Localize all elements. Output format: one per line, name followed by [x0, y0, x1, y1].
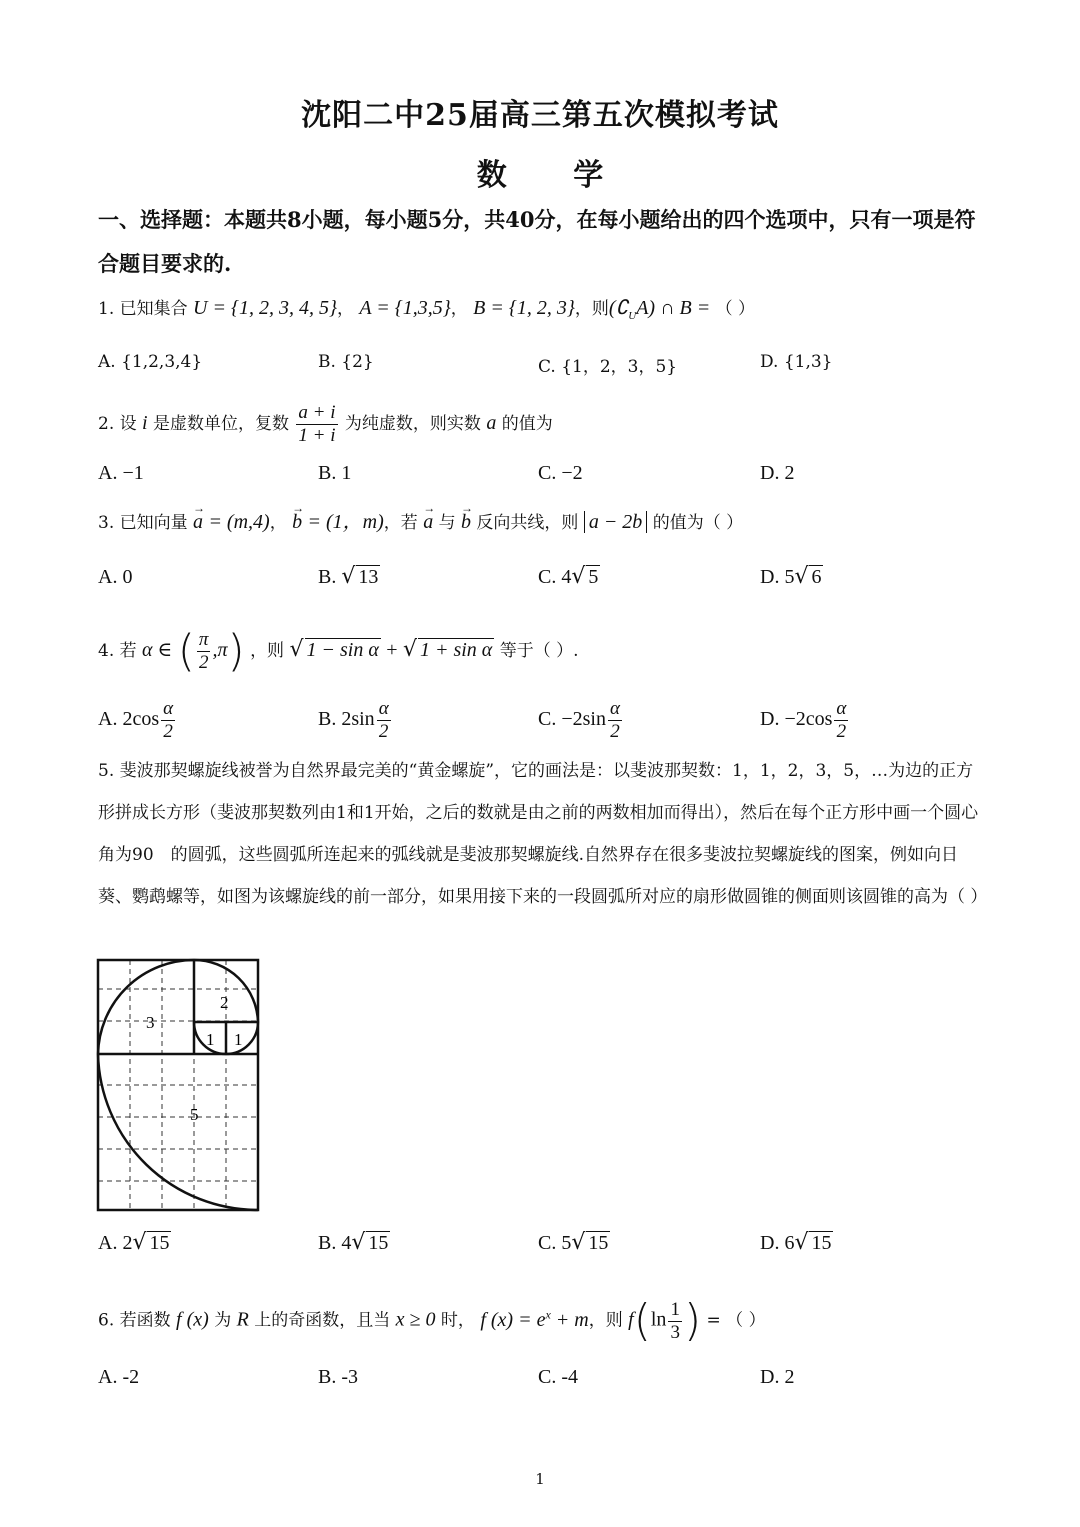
q6-def: f $(x) = e^x + m$: [480, 1307, 589, 1331]
q4-root-1: 1 − sin α: [306, 639, 379, 661]
q2-stem-c: 为纯虚数，则实数: [344, 414, 481, 434]
q4-plus: +: [386, 639, 398, 661]
q3-stem-e: 的值为（ ）: [652, 513, 744, 533]
q1-set-a: A = {1,3,5}: [359, 297, 451, 319]
q2-i: i: [142, 412, 148, 434]
q4-stem-a: 4. 若: [98, 641, 137, 661]
fibonacci-spiral-figure: [96, 956, 264, 1216]
q5-option-b: B. 4√ 15: [318, 1230, 389, 1255]
q6-cond: x ≥ 0: [395, 1308, 436, 1331]
q6-stem-d: 时，: [440, 1310, 475, 1331]
q4-option-c: C. −2sin $\frac{\alpha}{2}$: [538, 698, 620, 742]
q1-option-c: C. {1，2，3，5}: [538, 357, 678, 377]
q2-stem-b: 是虚数单位，复数: [153, 414, 289, 434]
q4-stem-c: 等于（ ）.: [499, 641, 579, 661]
q6-stem-f: = （ ）: [706, 1310, 766, 1331]
q3-vec-a-2: → a: [423, 502, 433, 542]
question-6: [98, 1286, 988, 1349]
question-4: 4. 若 α ∈ ( $\frac{\pi}{2}$ ,π) ，则 √ 1 − sin α + √ 1 + sin α 等于（ ）.: [98, 625, 579, 677]
q2-option-c: C. −2: [538, 462, 583, 484]
q3-stem-b: ，若: [383, 513, 418, 533]
q3-option-a: A. 0: [98, 566, 133, 588]
q4-option-a: A. 2cos $\frac{\alpha}{2}$: [98, 698, 174, 742]
label-1a: 1: [206, 1030, 215, 1049]
q1-set-b: B = {1, 2, 3}: [473, 297, 575, 319]
q4-alpha: α ∈: [142, 639, 173, 661]
q6-option-a: A. -2: [98, 1366, 140, 1388]
q3-vec-b: → b: [292, 502, 302, 542]
q2-option-d: D. 2: [760, 462, 795, 484]
q6-open-paren: (: [633, 1295, 651, 1347]
q1-set-u: U = {1, 2, 3, 4, 5}: [193, 297, 337, 319]
question-1: 1. 已知集合 U = {1, 2, 3, 4, 5}， A = {1,3,5}， B = {1, 2, 3}，则$(∁_UA)$ ∩ B = （ ）: [98, 297, 756, 322]
q6-option-d: D. 2: [760, 1366, 795, 1388]
q1-ask: ，则: [574, 299, 609, 319]
grid-lines: [98, 960, 258, 1210]
q5-option-c: C. 5√ 15: [538, 1230, 609, 1255]
q2-fraction: $\frac{a + i}{1 + i}$: [298, 402, 336, 446]
q3-stem-c: 与: [438, 513, 456, 533]
q2-stem-a: 2. 设: [98, 414, 137, 434]
q4-root-2: 1 + sin α: [419, 639, 493, 661]
q5-option-a: A. 2√ 15: [98, 1230, 170, 1255]
subject-title: 数 学: [476, 158, 632, 193]
q2-option-a: A. −1: [98, 462, 144, 484]
q4-open-paren: (: [177, 625, 195, 677]
page-number: 1: [535, 1470, 545, 1488]
q2-option-b: B. 1: [318, 462, 352, 484]
q4-pi: ,π: [212, 639, 228, 661]
question-2: [98, 398, 988, 449]
q4-pi-frac: $\frac{\pi}{2}$: [198, 629, 209, 673]
q2-stem-d: 的值为: [501, 414, 553, 434]
q3-vec-b-2: → b: [461, 502, 471, 542]
q3-option-d: D. 5√ 6: [760, 564, 822, 589]
q1-expr: $(∁_UA)$ ∩ B =: [608, 297, 711, 322]
label-1b: 1: [234, 1030, 243, 1049]
question-3: 3. 已知向量 → a = (m,4)， → b = (1，m)，若 → a 与 → b 反向共线，则 a − 2b 的值为（ ）: [98, 502, 988, 543]
q6-option-c: C. -4: [538, 1366, 578, 1388]
q3-stem-d: 反向共线，则: [476, 513, 579, 533]
q1-option-b: B. {2}: [318, 352, 374, 372]
q4-option-d: D. −2cos $\frac{\alpha}{2}$: [760, 698, 847, 742]
q4-stem-b: ，则: [250, 641, 285, 661]
q3-vec-b-def: = (1，m): [307, 511, 384, 533]
q3-option-c: C. 4√ 5: [538, 564, 599, 589]
label-3: 3: [146, 1013, 155, 1032]
q6-ln-frac: $\frac{1}{3}$: [670, 1298, 680, 1343]
q1-option-a: A. {1,2,3,4}: [98, 352, 203, 372]
q1-stem: 1. 已知集合: [98, 299, 188, 319]
q3-vec-a-def: = (m,4): [208, 511, 270, 533]
q4-option-b: B. 2sin $\frac{\alpha}{2}$: [318, 698, 389, 742]
q6-close-paren: ): [683, 1295, 702, 1347]
q4-close-paren: ): [227, 625, 245, 677]
q3-abs-expr: a − 2b: [584, 511, 648, 533]
q6-option-b: B. -3: [318, 1366, 358, 1388]
question-5: 5. 斐波那契螺旋线被誉为自然界最完美的“黄金螺旋”，它的画法是：以斐波那契数：1，1，2，3，5，…为边的正方形拼成长方形（斐波那契数列由1和1开始，之后的数就是由之前的两数相加而得出），然后在每个正方形中画一个圆心角为90 的圆弧，这些圆弧所连起来的弧线就是斐波那契螺旋线.自然界存在很多斐波拉契螺旋线的图案，例如向日葵、鹦鹉螺等，如图为该螺旋线的前一部分，如果用接下来的一段圆弧所对应的扇形做圆锥的侧面则该圆锥的高为（ ）: [98, 761, 988, 907]
q6-stem-e: ，则: [588, 1310, 623, 1331]
q6-R: R: [236, 1308, 249, 1331]
q6-fx: f (x): [176, 1308, 209, 1331]
q3-stem-a: 3. 已知向量: [98, 513, 188, 533]
q6-stem-b: 为: [214, 1310, 232, 1331]
label-2: 2: [220, 993, 229, 1012]
label-5: 5: [190, 1105, 199, 1124]
q6-stem-c: 上的奇函数，且当: [254, 1310, 391, 1331]
section-heading: 一、选择题：本题共8小题，每小题5分，共40分，在每小题给出的四个选项中，只有一项是符合题目要求的.: [98, 207, 976, 276]
q3-vec-a: → a: [193, 502, 203, 542]
q5-option-d: D. 6√ 15: [760, 1230, 832, 1255]
exam-title: 沈阳二中25届高三第五次模拟考试: [301, 98, 779, 133]
q6-ln: ln: [650, 1308, 667, 1331]
q1-option-d: D. {1,3}: [760, 352, 833, 372]
q3-option-b: B. √ 13: [318, 564, 379, 589]
q1-blank: （ ）: [715, 299, 756, 319]
q2-a: a: [486, 412, 497, 434]
q6-f: f: [628, 1308, 634, 1331]
q6-stem-a: 6. 若函数: [98, 1310, 171, 1331]
